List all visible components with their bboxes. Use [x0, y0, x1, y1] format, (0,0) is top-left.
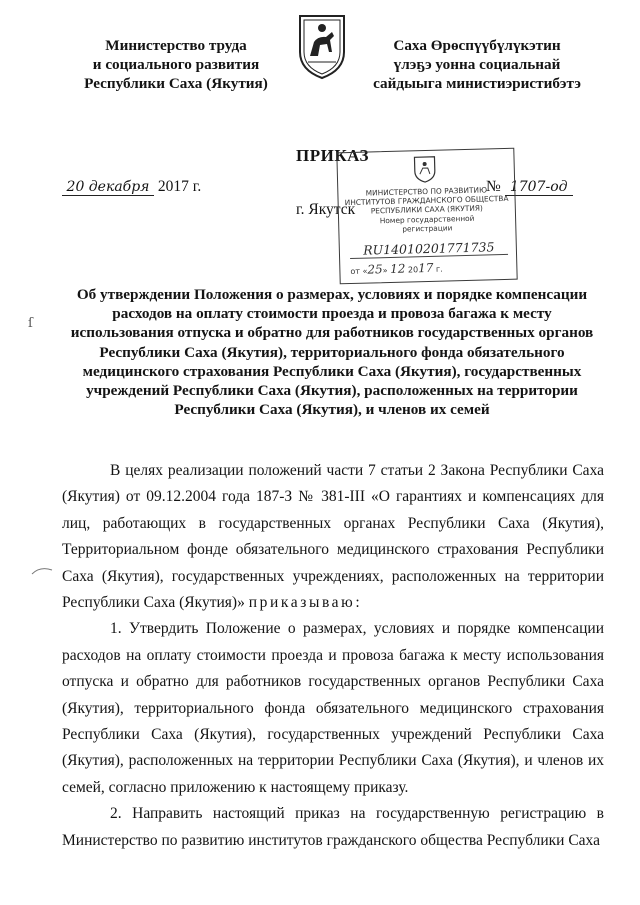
order-city: г. Якутск [296, 201, 356, 218]
ministry-name-yakut [352, 36, 602, 93]
stamp-line: Номер государственной [379, 213, 475, 225]
stamp-date [350, 259, 508, 277]
order-date [62, 178, 201, 196]
stamp-date-year: 17 [417, 260, 434, 276]
decree-word: приказываю: [248, 594, 363, 612]
number-sign: № [486, 178, 501, 195]
stamp-line: МИНИСТЕРСТВО ПО РАЗВИТИЮ [365, 185, 488, 198]
ministry-name-russian [62, 36, 290, 93]
registration-stamp [336, 148, 517, 285]
document-title: Об утверждении Положения о размерах, условиях и порядке компенсации расходов на оплату стоимости проезда и провоза багажа к месту использования отпуска и обратно для работников государственных органов Республики Саха (Якутия), территориального фонда обязательного медицинского страхования Республики Саха (Якутия), государственных учреждений Республики Саха (Якутия), расположенных на территории Республики Саха (Якутия), и членов их семей [70, 286, 594, 419]
ministry-name-line: и социального развития [92, 56, 260, 73]
item-2-paragraph: 2. Направить настоящий приказ на государственную регистрацию в Министерство по развитию институтов гражданского общества Республики Саха [62, 805, 604, 849]
stamp-date-suffix: г. [435, 264, 443, 274]
stamp-line: регистрации [402, 223, 453, 234]
handwritten-date: 20 декабря [62, 179, 154, 196]
stamp-line: РЕСПУБЛИКИ САХА (ЯКУТИЯ) [370, 203, 484, 216]
stamp-registration-number: RU14010201771735 [350, 239, 508, 259]
margin-stroke [30, 566, 54, 576]
ministry-name-line: үлэҕэ уонна социальнай [393, 56, 561, 73]
order-year: 2017 г. [157, 178, 202, 195]
preamble-text: В целях реализации положений части 7 статьи 2 Закона Республики Саха (Якутия) от 09.12.2004 года 187-З № 381-III «О гарантиях и компенсациях для лиц, работающих в государственных органах Республики Саха (Якутия), Территориальном фонде обязательного медицинского страхования Республики Саха (Якутия), государственных учреждениях, расположенных на территории Республики Саха (Якутия)» [62, 462, 604, 612]
ministry-name-line: сайдыыга министиэристибэтэ [373, 75, 581, 92]
coat-of-arms-icon [296, 12, 348, 82]
stamp-date-sep: » [382, 266, 388, 276]
handwritten-number: 1707-од [505, 179, 573, 196]
ministry-name-line: Министерство труда [105, 37, 247, 54]
ministry-name-line: Саха Өрөспүүбүлүкэтин [393, 37, 561, 54]
document-body [62, 458, 604, 854]
stamp-date-day: 25 [367, 262, 383, 277]
stamp-date-prefix: от « [350, 266, 368, 277]
margin-mark: ſ [28, 316, 33, 331]
stamp-emblem-icon [412, 155, 437, 184]
stamp-line: ИНСТИТУТОВ ГРАЖДАНСКОГО ОБЩЕСТВА [344, 194, 509, 208]
preamble-paragraph [62, 458, 604, 616]
document-type-label: ПРИКАЗ [296, 146, 369, 165]
stamp-date-month: 12 [389, 261, 406, 276]
stamp-date-year-prefix: 20 [407, 265, 419, 275]
item-1-paragraph: 1. Утвердить Положение о размерах, условиях и порядке компенсации расходов на оплату стоимости проезда и провоза багажа к месту использования отпуска и обратно для работников государственных органов Республики Саха (Якутия), территориального фонда обязательного медицинского страхования Республики Саха (Якутия), государственных учреждений Республики Саха (Якутия), расположенных на территории Республики Саха (Якутия), и членов их семей, согласно приложению к настоящему приказу. [62, 620, 604, 796]
ministry-name-line: Республики Саха (Якутия) [84, 75, 268, 92]
stamp-text [344, 185, 509, 235]
